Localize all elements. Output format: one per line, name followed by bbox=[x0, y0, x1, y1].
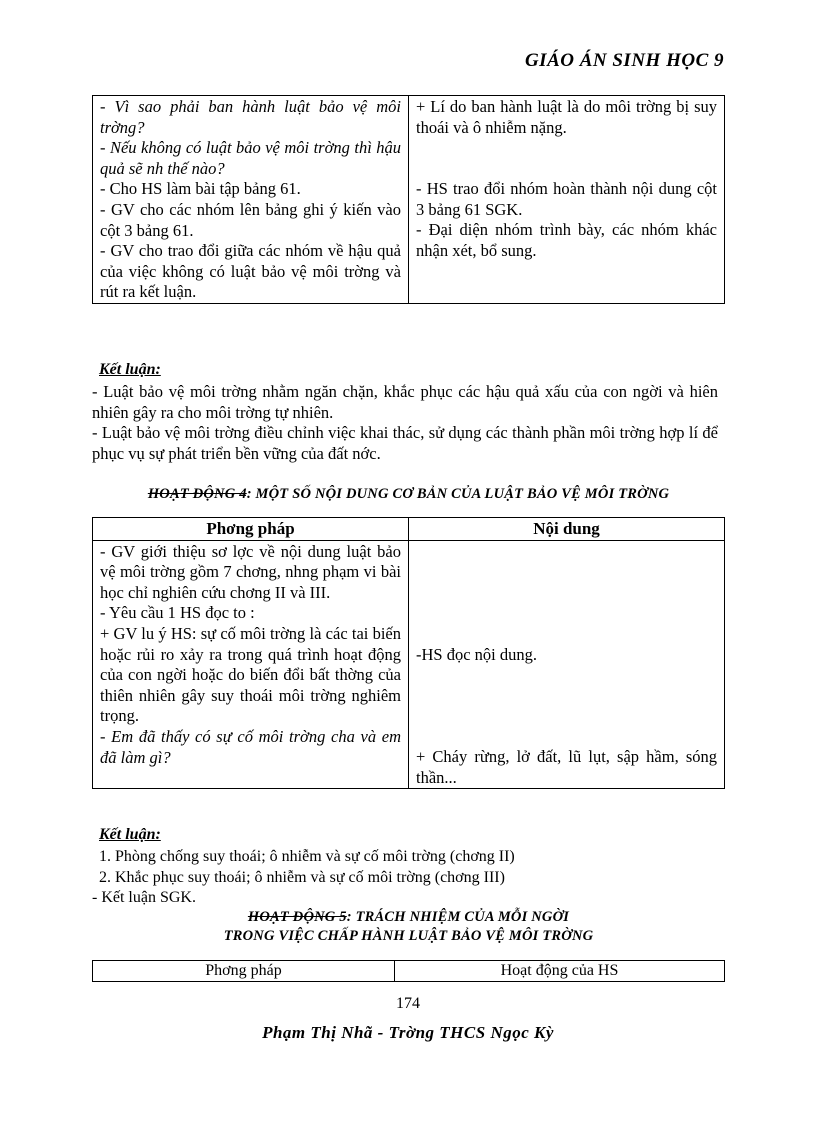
content-line: - Đại diện nhóm trình bày, các nhóm khác nhận xét, bổ sung. bbox=[416, 220, 717, 260]
page-header: GIÁO ÁN SINH HỌC 9 bbox=[524, 50, 724, 71]
conclusion-line: 1. Phòng chống suy thoái; ô nhiễm và sự cố môi trờng (chơng II) bbox=[99, 848, 515, 865]
activity5-label: HOẠT ĐỘNG 5 bbox=[247, 909, 347, 925]
table-header-row bbox=[93, 961, 725, 982]
conclusion-list bbox=[92, 847, 515, 909]
method-step: - Cho HS làm bài tập bảng 61. bbox=[100, 179, 301, 199]
method-step: - GV cho trao đổi giữa các nhóm về hậu quả của việc không có luật bảo vệ môi trờng và rút ra kết luận. bbox=[100, 241, 401, 302]
conclusion-line: - Kết luận SGK. bbox=[92, 889, 196, 907]
activity4-label: HOẠT ĐỘNG 4 bbox=[147, 486, 247, 502]
conclusion-title: Kết luận: bbox=[99, 826, 161, 843]
page-number: 174 bbox=[396, 995, 420, 1012]
activity5-table bbox=[92, 960, 725, 982]
content-line: - HS trao đổi nhóm hoàn thành nội dung cột 3 bảng 61 SGK. bbox=[416, 179, 717, 219]
activity4-table bbox=[92, 517, 725, 789]
method-question: - Vì sao phải ban hành luật bảo vệ môi trờng? bbox=[100, 97, 401, 137]
content-line: -HS đọc nội dung. bbox=[416, 644, 537, 664]
conclusion-title: Kết luận: bbox=[99, 361, 161, 378]
conclusion-text bbox=[92, 382, 718, 464]
column-header: Phơng pháp bbox=[93, 518, 409, 541]
method-step: - GV giới thiệu sơ lợc về nội dung luật bảo vệ môi trờng gồm 7 chơng, nhng phạm vi bài học chỉ nghiên cứu chơng II và III. bbox=[100, 541, 401, 602]
activity4-title: : MỘT SỐ NỘI DUNG CƠ BẢN CỦA LUẬT BẢO VỆ MÔI TRỜNG bbox=[246, 486, 670, 502]
activity5-title: : TRÁCH NHIỆM CỦA MỖI NGỜI bbox=[346, 909, 570, 925]
column-header: Phơng pháp bbox=[93, 961, 395, 982]
activity5-title-line2: TRONG VIỆC CHẤP HÀNH LUẬT BẢO VỆ MÔI TRỜNG bbox=[223, 928, 594, 944]
method-cell bbox=[93, 540, 409, 789]
method-step: + GV lu ý HS: sự cố môi trờng là các tai biến hoặc rủi ro xảy ra trong quá trình hoạt động của con ngời hoặc do biến đổi bất thờng của thiên nhiên gây suy thoái môi trờng nghiêm trọng. bbox=[100, 623, 401, 726]
table-row bbox=[93, 96, 725, 304]
content-line: + Lí do ban hành luật là do môi trờng bị suy thoái và ô nhiễm nặng. bbox=[416, 97, 717, 137]
activity4-heading bbox=[92, 486, 725, 503]
method-cell bbox=[93, 96, 409, 304]
conclusion-line: 2. Khắc phục suy thoái; ô nhiễm và sự cố môi trờng (chơng III) bbox=[99, 868, 505, 886]
content-line: + Cháy rừng, lở đất, lũ lụt, sập hầm, sóng thần... bbox=[416, 747, 717, 787]
table-header-row bbox=[93, 518, 725, 541]
conclusion-line: - Luật bảo vệ môi trờng điều chỉnh việc khai thác, sử dụng các thành phần môi trờng hợp lí để phục vụ sự phát triển bền vững của đất nớc. bbox=[92, 423, 718, 463]
content-cell bbox=[409, 96, 725, 304]
page-footer: Phạm Thị Nhã - Trờng THCS Ngọc Kỳ bbox=[262, 1023, 554, 1042]
column-header: Nội dung bbox=[409, 518, 725, 541]
method-step: - GV cho các nhóm lên bảng ghi ý kiến vào cột 3 bảng 61. bbox=[100, 199, 401, 240]
method-question: - Nếu không có luật bảo vệ môi trờng thì hậu quả sẽ nh thế nào? bbox=[100, 138, 401, 178]
method-step: - Yêu cầu 1 HS đọc to : bbox=[100, 603, 255, 623]
activity5-heading bbox=[92, 908, 725, 946]
method-question: - Em đã thấy có sự cố môi trờng cha và em đã làm gì? bbox=[100, 726, 401, 767]
content-cell bbox=[409, 540, 725, 789]
column-header: Hoạt động của HS bbox=[395, 961, 725, 982]
activity3-table bbox=[92, 95, 725, 304]
conclusion-line: - Luật bảo vệ môi trờng nhằm ngăn chặn, khắc phục các hậu quả xấu của con ngời và hiên nhiên gây ra cho môi trờng tự nhiên. bbox=[92, 382, 718, 422]
table-row bbox=[93, 540, 725, 789]
